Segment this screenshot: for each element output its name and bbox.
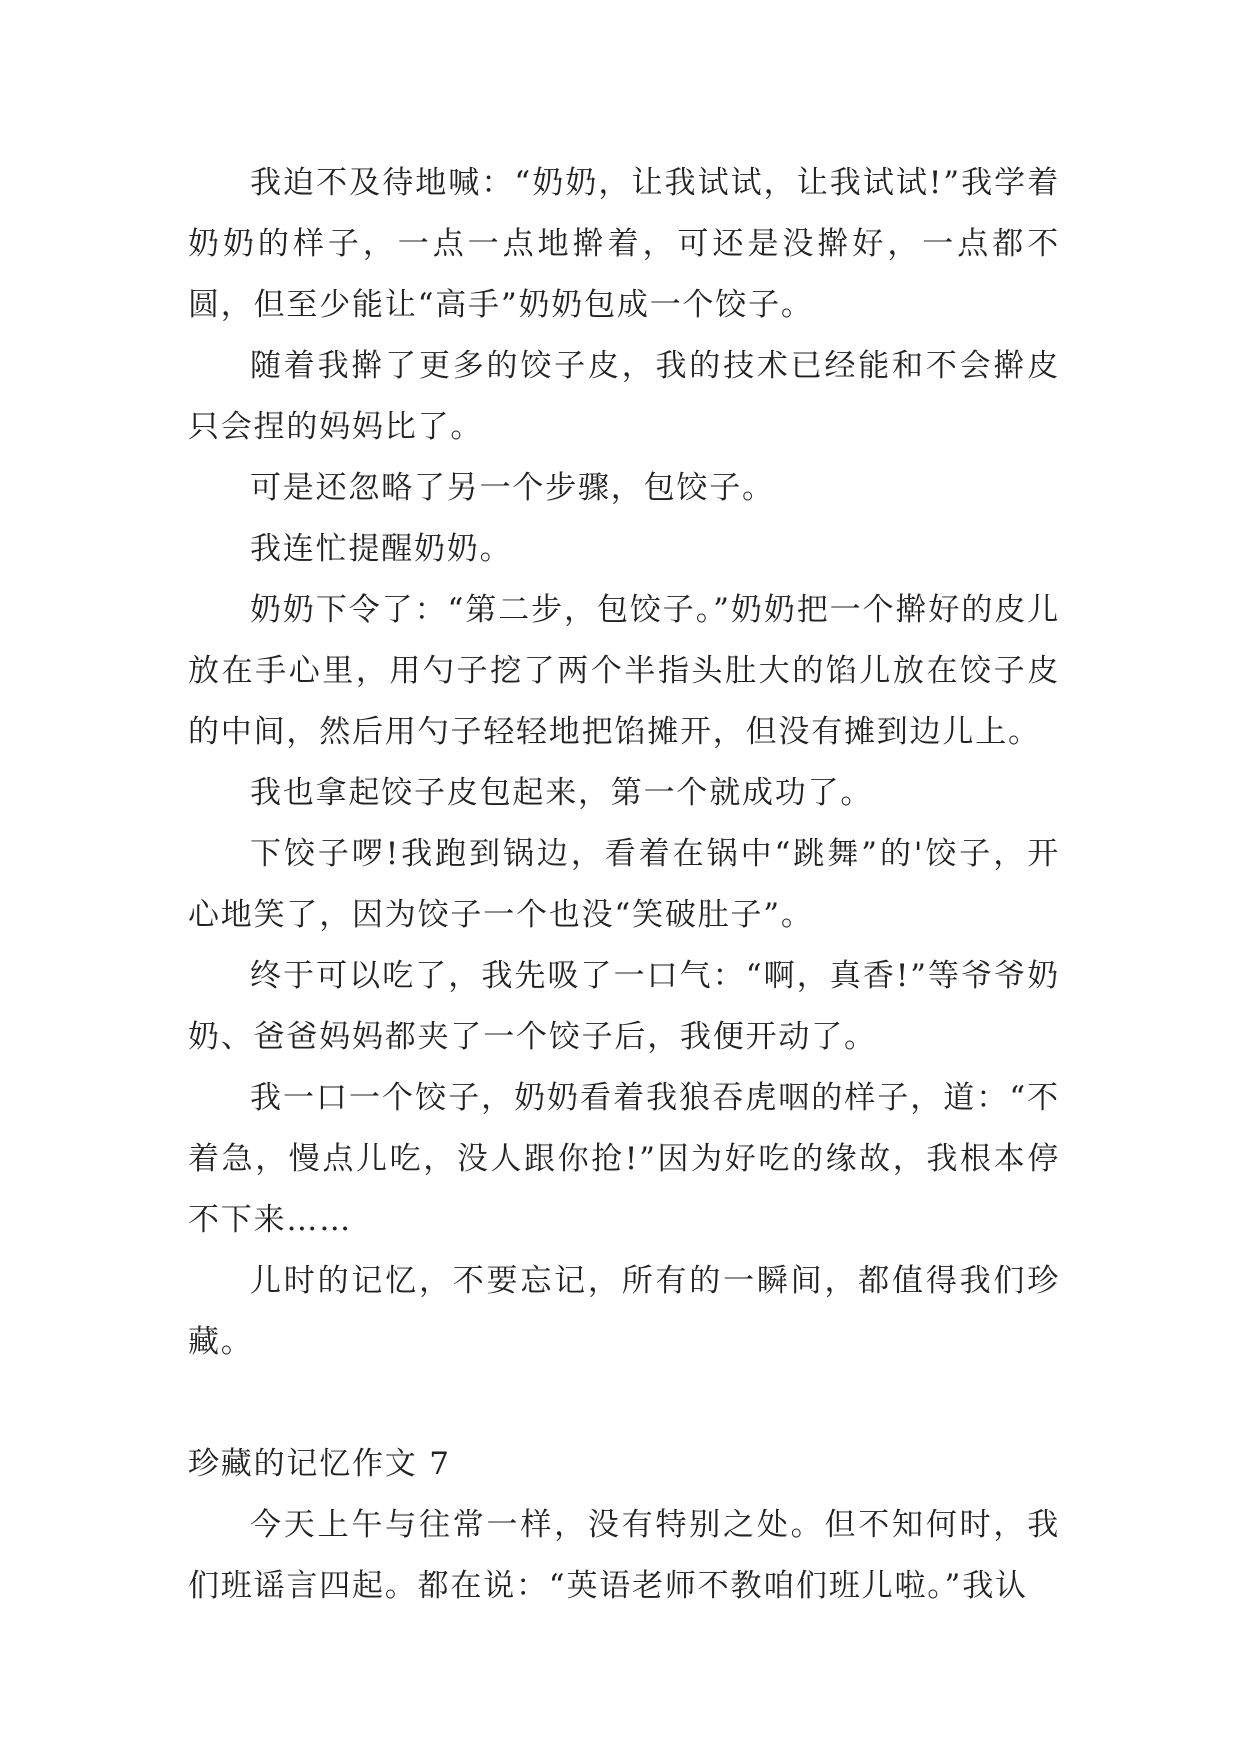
paragraph: 下饺子啰!我跑到锅边，看着在锅中“跳舞”的'饺子，开心地笑了，因为饺子一个也没“笑破肚子”。 xyxy=(188,836,1060,933)
section-spacer xyxy=(188,1373,1060,1434)
paragraph: 奶奶下令了：“第二步，包饺子。”奶奶把一个擀好的皮儿放在手心里，用勺子挖了两个半指头肚大的馅儿放在饺子皮的中间，然后用勺子轻轻地把馅摊开，但没有摊到边儿上。 xyxy=(188,592,1060,750)
paragraph: 随着我擀了更多的饺子皮，我的技术已经能和不会擀皮只会捏的妈妈比了。 xyxy=(188,348,1060,445)
paragraph: 我连忙提醒奶奶。 xyxy=(250,531,513,567)
document-body xyxy=(188,153,1060,1617)
paragraph: 终于可以吃了，我先吸了一口气：“啊，真香!”等爷爷奶奶、爸爸妈妈都夹了一个饺子后，我便开动了。 xyxy=(188,958,1060,1055)
paragraph: 可是还忽略了另一个步骤，包饺子。 xyxy=(250,470,775,506)
paragraph: 我迫不及待地喊：“奶奶，让我试试，让我试试!”我学着奶奶的样子，一点一点地擀着，可还是没擀好，一点都不圆，但至少能让“高手”奶奶包成一个饺子。 xyxy=(188,165,1060,323)
paragraph: 我也拿起饺子皮包起来，第一个就成功了。 xyxy=(250,775,874,811)
paragraph: 今天上午与往常一样，没有特别之处。但不知何时，我们班谣言四起。都在说：“英语老师不教咱们班儿啦。”我认 xyxy=(188,1507,1060,1604)
section-heading: 珍藏的记忆作文 7 xyxy=(188,1446,451,1482)
paragraph: 我一口一个饺子，奶奶看着我狼吞虎咽的样子，道：“不着急，慢点儿吃，没人跟你抢!”因为好吃的缘故，我根本停不下来…… xyxy=(188,1080,1060,1238)
paragraph: 儿时的记忆，不要忘记，所有的一瞬间，都值得我们珍藏。 xyxy=(188,1263,1060,1360)
